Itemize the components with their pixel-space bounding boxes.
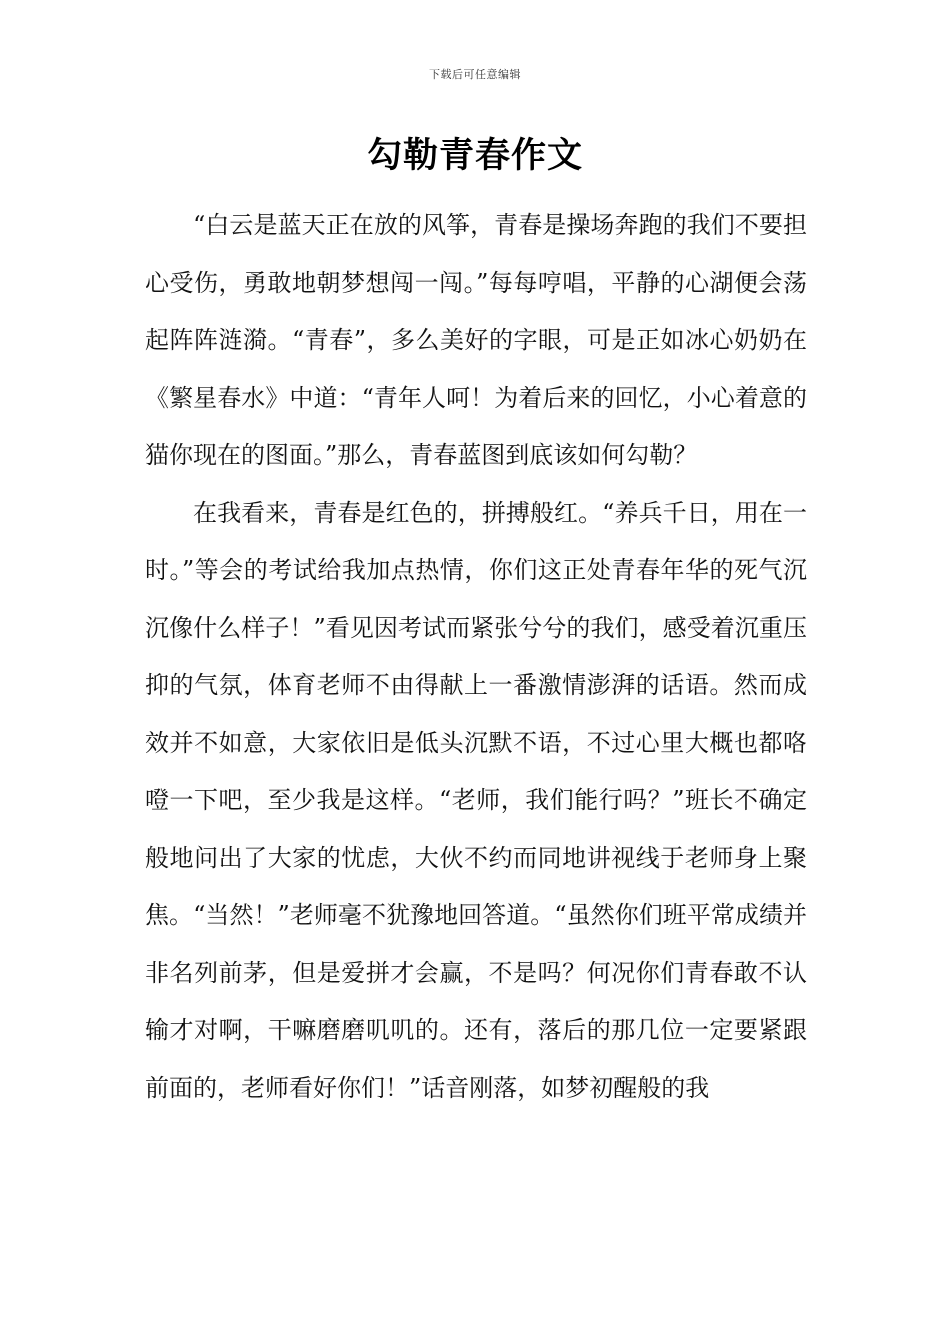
document-title: 勾勒青春作文 [366,136,583,176]
paragraph-2: 在我看来，青春是红色的，拼搏般红。“养兵千日，用在一时。”等会的考试给我加点热情，你们这正处青春年华的死气沉沉像什么样子！”看见因考试而紧张兮兮的我们，感受着沉重压抑的气氛，体育老师不由得献上一番激情澎湃的话语。然而成效并不如意，大家依旧是低头沉默不语，不过心里大概也都咯噔一下吧，至少我是这样。“老师，我们能行吗？”班长不确定般地问出了大家的忧虑，大伙不约而同地讲视线于老师身上聚焦。“当然！”老师毫不犹豫地回答道。“虽然你们班平常成绩并非名列前茅，但是爱拼才会赢，不是吗？何况你们青春敢不认输才对啊，干嘛磨磨叽叽的。还有，落后的那几位一定要紧跟前面的，老师看好你们！”话音刚落，如梦初醒般的我 [145,498,807,1102]
document-body [145,197,807,1117]
paragraph-1: “白云是蓝天正在放的风筝，青春是操场奔跑的我们不要担心受伤，勇敢地朝梦想闯一闯。”每每哼唱，平静的心湖便会荡起阵阵涟漪。“青春”，多么美好的字眼，可是正如冰心奶奶在《繁星春水》中道：“青年人呵！为着后来的回忆，小心着意的猫你现在的图面。”那么，青春蓝图到底该如何勾勒？ [145,211,807,469]
header-note: 下载后可任意编辑 [429,68,521,81]
